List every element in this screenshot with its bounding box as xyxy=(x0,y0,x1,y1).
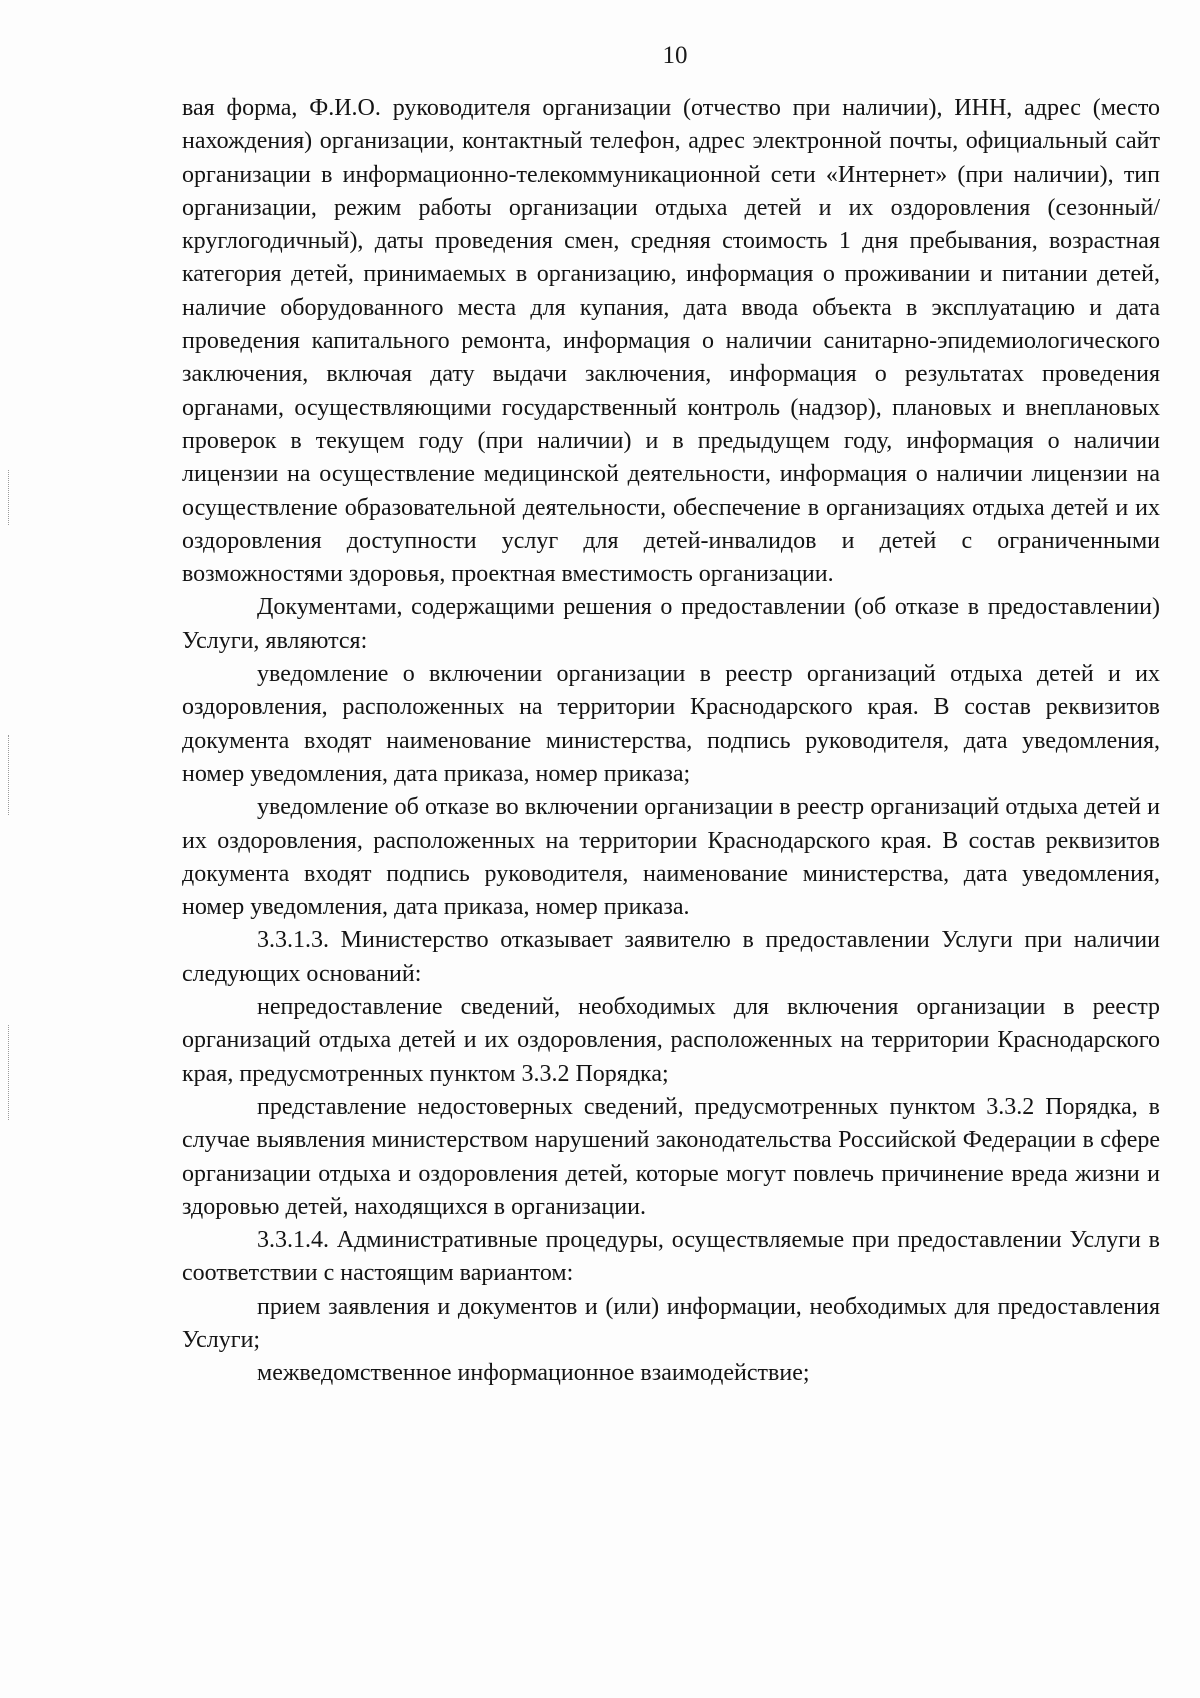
document-body xyxy=(182,92,1160,1391)
paragraph-inclusion-notice: уведомление о включении организации в реестр организаций отдыха детей и их оздоровления, расположенных на территории Краснодарского края. В состав реквизитов документа входят наименование министерства, подпись руководителя, дата уведомления, номер уведомления, дата приказа, номер приказа; xyxy=(182,661,1160,787)
paragraph-org-details: вая форма, Ф.И.О. руководителя организации (отчество при наличии), ИНН, адрес (место нахождения) организации, контактный телефон, адрес электронной почты, официальный сайт организации в информационно-телекоммуникационной сети «Интернет» (при наличии), тип организации, режим работы организации отдыха детей и их оздоровления (сезонный/круглогодичный), даты проведения смен, средняя стоимость 1 дня пребывания, возрастная категория детей, принимаемых в организацию, информация о проживании и питании детей, наличие оборудованного места для купания, дата ввода объекта в эксплуатацию и дата проведения капитального ремонта, информация о наличии санитарно-эпидемиологического заключения, включая дату выдачи заключения, информация о результатах проведения органами, осуществляющими государственный контроль (надзор), плановых и внеплановых проверок в текущем году (при наличии) и в предыдущем году, информация о наличии лицензии на осуществление медицинской деятельности, информация о наличии лицензии на осуществление образовательной деятельности, обеспечение в организациях отдыха детей и их оздоровления доступности услуг для детей-инвалидов и детей с ограниченными возможностями здоровья, проектная вместимость организации. xyxy=(182,95,1160,588)
paragraph-section-3-3-1-3: 3.3.1.3. Министерство отказывает заявителю в предоставлении Услуги при наличии следующих оснований: xyxy=(182,927,1160,987)
paragraph-procedure-2: межведомственное информационное взаимодействие; xyxy=(257,1360,810,1387)
paragraph-refusal-ground-2: представление недостоверных сведений, предусмотренных пунктом 3.3.2 Порядка, в случае выявления министерством нарушений законодательства Российской Федерации в сфере организации отдыха и оздоровления детей, которые могут повлечь причинение вреда жизни и здоровью детей, находящихся в организации. xyxy=(182,1093,1160,1220)
page-number: 10 xyxy=(662,42,688,69)
paragraph-decision-documents: Документами, содержащими решения о предоставлении (об отказе в предоставлении) Услуги, являются: xyxy=(182,594,1160,654)
paragraph-refusal-notice: уведомление об отказе во включении организации в реестр организаций отдыха детей и их оздоровления, расположенных на территории Краснодарского края. В состав реквизитов документа входят подпись руководителя, наименование министерства, дата уведомления, номер уведомления, дата приказа, номер приказа. xyxy=(182,794,1160,921)
paragraph-section-3-3-1-4: 3.3.1.4. Административные процедуры, осуществляемые при предоставлении Услуги в соответствии с настоящим вариантом: xyxy=(182,1227,1160,1287)
scan-margin-marks xyxy=(8,0,12,1698)
paragraph-refusal-ground-1: непредоставление сведений, необходимых для включения организации в реестр организаций отдыха детей и их оздоровления, расположенных на территории Краснодарского края, предусмотренных пунктом 3.3.2 Порядка; xyxy=(182,994,1160,1087)
paragraph-procedure-1: прием заявления и документов и (или) информации, необходимых для предоставления Услуги; xyxy=(182,1293,1160,1353)
